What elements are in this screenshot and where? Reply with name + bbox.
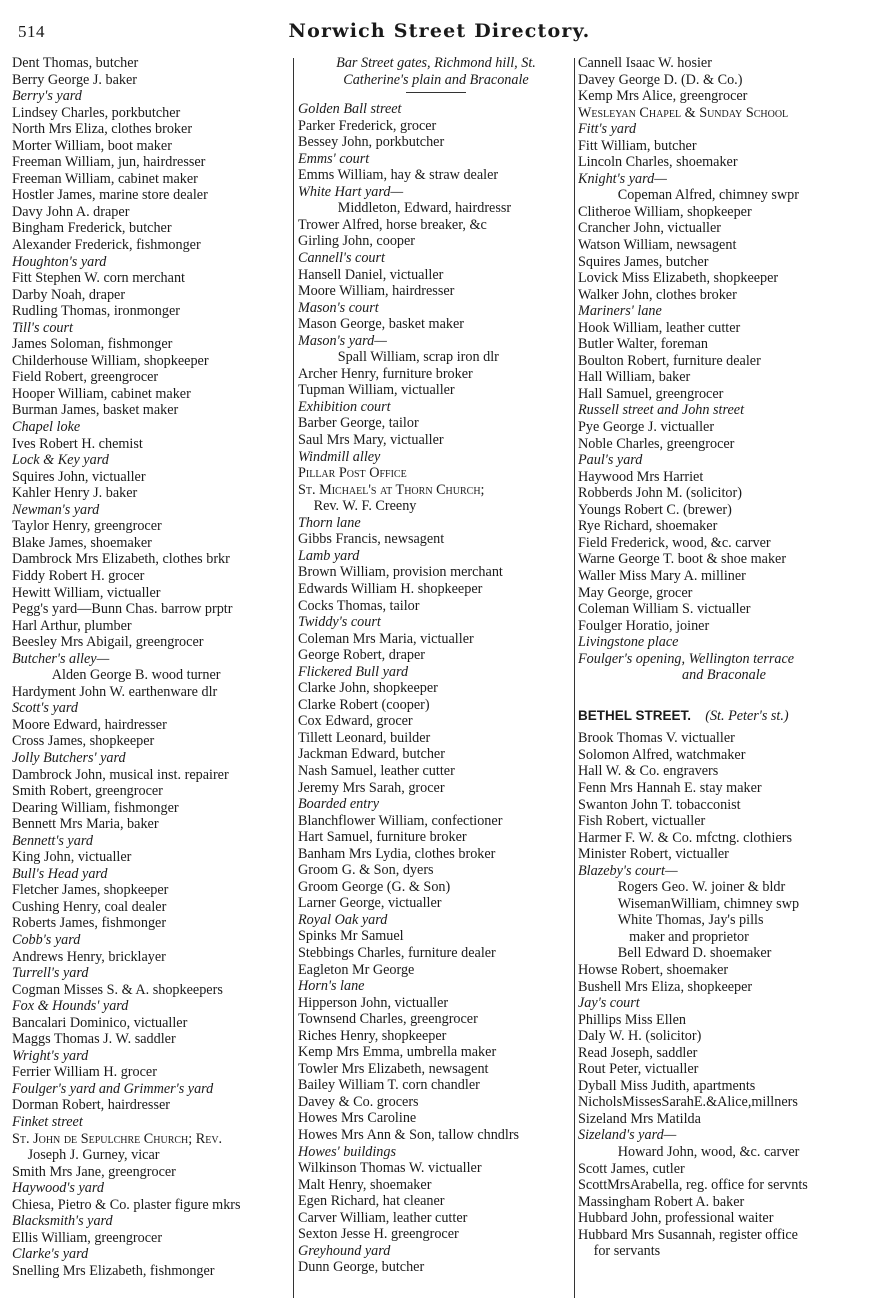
directory-entry: Ferrier William H. grocer <box>12 1064 157 1081</box>
directory-entry: Howes Mrs Ann & Son, tallow chndlrs <box>298 1127 520 1143</box>
directory-entry: Freeman William, cabinet maker <box>12 170 198 187</box>
directory-entry: Joseph J. Gurney, vicar <box>27 1147 160 1164</box>
directory-entry: Cushing Henry, coal dealer <box>12 898 167 915</box>
directory-entry: Egen Richard, hat cleaner <box>298 1193 445 1210</box>
directory-entry: Davey & Co. grocers <box>298 1093 419 1110</box>
directory-entry: Howard John, wood, &c. carver <box>617 1144 800 1160</box>
directory-entry: White Thomas, Jay's pills <box>617 912 764 929</box>
directory-entry: Rudling Thomas, ironmonger <box>12 303 181 320</box>
directory-entry: James Soloman, fishmonger <box>12 336 173 353</box>
directory-entry: Larner George, victualler <box>298 895 442 912</box>
directory-entry: Coleman Mrs Maria, victualler <box>298 630 474 647</box>
directory-entry: Noble Charles, greengrocer <box>578 435 735 452</box>
directory-entry: Field Robert, greengrocer <box>12 369 159 386</box>
directory-entry: Dunn George, butcher <box>298 1259 425 1276</box>
directory-entry: Wilkinson Thomas W. victualler <box>298 1160 482 1177</box>
directory-entry: Fitt Stephen W. corn merchant <box>12 270 185 287</box>
directory-entry: Snelling Mrs Elizabeth, fishmonger <box>12 1262 215 1279</box>
directory-entry: Riches Henry, shopkeeper <box>298 1027 447 1044</box>
directory-entry: Boulton Robert, furniture dealer <box>578 352 761 369</box>
directory-entry: Bingham Frederick, butcher <box>12 220 172 237</box>
directory-entry: Cannell Isaac W. hosier <box>578 55 712 71</box>
directory-entry: Jeremy Mrs Sarah, grocer <box>298 779 445 796</box>
directory-entry: Squires James, butcher <box>578 253 709 270</box>
directory-entry: Squires John, victualler <box>12 468 146 485</box>
directory-entry: Jackman Edward, butcher <box>298 746 445 763</box>
directory-entry: Warne George T. boot & shoe maker <box>578 551 787 568</box>
directory-entry: Middleton, Edward, hairdressr <box>337 200 512 217</box>
street-heading <box>578 708 870 725</box>
directory-entry: Alexander Frederick, fishmonger <box>12 237 201 254</box>
page-header <box>0 0 879 56</box>
directory-entry: Kemp Mrs Alice, greengrocer <box>578 88 748 105</box>
street-subheading: Mariners' lane <box>578 303 662 320</box>
directory-entry: Fletcher James, shopkeeper <box>12 882 169 899</box>
directory-entry: Smith Robert, greengrocer <box>12 783 163 800</box>
directory-entry: Moore Edward, hairdresser <box>12 716 167 733</box>
directory-entry: Walker John, clothes broker <box>578 286 737 303</box>
directory-entry: Townsend Charles, greengrocer <box>298 1011 478 1028</box>
street-subheading: Turrell's yard <box>12 965 89 982</box>
directory-entry: Hansell Daniel, victualler <box>298 266 444 283</box>
street-subheading: Till's court <box>12 319 73 336</box>
street-subheading: Boarded entry <box>298 796 380 813</box>
directory-entry: Spinks Mr Samuel <box>298 928 404 945</box>
column-divider <box>574 58 575 1298</box>
institution-entry: Pillar Post Office <box>298 465 407 482</box>
directory-entry: Brown William, provision merchant <box>298 564 503 581</box>
directory-entry: Moore William, hairdresser <box>298 283 455 300</box>
street-subheading: Twiddy's court <box>298 614 381 631</box>
directory-entry: Burman James, basket maker <box>12 402 179 419</box>
directory-entry: Blake James, shoemaker <box>12 534 152 551</box>
directory-entry: Fitt William, butcher <box>578 137 697 154</box>
directory-entry: Banham Mrs Lydia, clothes broker <box>298 845 496 862</box>
institution-entry: Wesleyan Chapel & Sunday School <box>578 104 789 121</box>
page-number: 514 <box>18 22 45 41</box>
directory-entry: Saul Mrs Mary, victualler <box>298 432 444 449</box>
street-subheading: Knight's yard— <box>578 170 667 187</box>
street-subheading: Fox & Hounds' yard <box>12 998 129 1015</box>
street-subheading: Golden Ball street <box>298 101 402 118</box>
street-subheading: Thorn lane <box>298 514 361 531</box>
directory-entry: ScottMrsArabella, reg. office for servnts <box>578 1177 808 1194</box>
directory-entry: Bennett Mrs Maria, baker <box>12 816 159 833</box>
directory-entry: Blanchflower William, confectioner <box>298 812 503 829</box>
directory-entry: Ives Robert H. chemist <box>12 435 143 452</box>
directory-entry: Howse Robert, shoemaker <box>578 961 729 978</box>
directory-entry: Hook William, leather cutter <box>578 319 741 336</box>
street-subheading: Lamb yard <box>298 547 360 564</box>
directory-entry: for servants <box>593 1243 661 1260</box>
street-subheading: Windmill alley <box>298 448 381 465</box>
directory-entry: Rye Richard, shoemaker <box>578 518 718 535</box>
directory-entry: Cross James, shopkeeper <box>12 733 155 750</box>
street-subheading: Bull's Head yard <box>12 865 108 882</box>
directory-entry: Scott James, cutler <box>578 1160 685 1177</box>
directory-entry: Clitheroe William, shopkeeper <box>578 203 752 220</box>
directory-entry: North Mrs Eliza, clothes broker <box>12 121 193 138</box>
directory-entry: Darby Noah, draper <box>12 286 126 303</box>
directory-entry: Mason George, basket maker <box>298 316 464 333</box>
directory-entry: Pye George J. victualler <box>578 419 715 436</box>
section-rule <box>406 92 466 93</box>
directory-entry: Freeman William, jun, hairdresser <box>12 154 206 171</box>
street-subheading: Scott's yard <box>12 700 78 717</box>
directory-entry: Robberds John M. (solicitor) <box>578 485 742 502</box>
street-subheading: Howes' buildings <box>298 1143 397 1160</box>
directory-entry: Butler Walter, foreman <box>578 336 708 353</box>
street-subheading: Jay's court <box>578 995 640 1012</box>
directory-entry: Fenn Mrs Hannah E. stay maker <box>578 779 762 796</box>
street-subheading: Livingstone place <box>578 634 679 651</box>
street-subheading: and Braconale <box>682 667 766 684</box>
directory-entry: Crancher John, victualler <box>578 220 722 237</box>
section-gap <box>578 684 870 704</box>
directory-entry: Groom George (G. & Son) <box>298 878 451 895</box>
directory-entry: Cox Edward, grocer <box>298 713 413 730</box>
street-subheading: Blazeby's court— <box>578 862 678 879</box>
directory-entry: Nash Samuel, leather cutter <box>298 762 455 779</box>
street-subheading: Butcher's alley— <box>12 650 110 667</box>
directory-entry: Dorman Robert, hairdresser <box>12 1097 170 1114</box>
directory-entry: Howes Mrs Caroline <box>298 1110 417 1127</box>
directory-entry: Chiesa, Pietro & Co. plaster figure mkrs <box>12 1196 241 1213</box>
street-heading-parish: (St. Peter's st.) <box>705 707 789 724</box>
directory-entry: Spall William, scrap iron dlr <box>337 349 499 366</box>
directory-entry: Hubbard John, professional waiter <box>578 1210 774 1227</box>
directory-entry: Hewitt William, victualler <box>12 584 161 601</box>
directory-entry: Roberts James, fishmonger <box>12 915 167 932</box>
street-subheading: Royal Oak yard <box>298 911 388 928</box>
directory-entry: Dambrock John, musical inst. repairer <box>12 766 229 783</box>
page-title: Norwich Street Directory. <box>288 20 591 42</box>
street-heading-name: BETHEL STREET. <box>578 707 692 723</box>
directory-entry: Clarke John, shopkeeper <box>298 680 438 697</box>
directory-entry: Solomon Alfred, watchmaker <box>578 746 746 763</box>
directory-entry: Bushell Mrs Eliza, shopkeeper <box>578 978 753 995</box>
directory-entry: Hall William, baker <box>578 369 691 386</box>
street-subheading: Chapel loke <box>12 419 81 436</box>
street-subheading: Bennett's yard <box>12 832 93 849</box>
directory-entry: Bailey William T. corn chandler <box>298 1077 480 1094</box>
directory-entry: Taylor Henry, greengrocer <box>12 518 162 535</box>
directory-entry: Hart Samuel, furniture broker <box>298 829 467 846</box>
directory-entry: Parker Frederick, grocer <box>298 117 437 134</box>
directory-entry: Archer Henry, furniture broker <box>298 365 473 382</box>
institution-entry: St. John de Sepulchre Church; Rev. <box>12 1130 223 1147</box>
directory-entry: Barber George, tailor <box>298 415 419 432</box>
directory-entry: Minister Robert, victualler <box>578 846 729 863</box>
directory-entry: Youngs Robert C. (brewer) <box>578 501 732 518</box>
directory-entry: Read Joseph, saddler <box>578 1044 698 1061</box>
directory-entry: NicholsMissesSarahE.&Alice,millners <box>578 1094 798 1111</box>
directory-entry: Kemp Mrs Emma, umbrella maker <box>298 1044 497 1061</box>
street-subheading: Foulger's opening, Wellington terrace <box>578 650 795 667</box>
directory-entry: Watson William, newsagent <box>578 237 737 254</box>
street-subheading: Cannell's court <box>298 250 385 267</box>
directory-entry: Girling John, cooper <box>298 233 416 250</box>
directory-entry: Eagleton Mr George <box>298 961 415 978</box>
directory-entry: Pegg's yard—Bunn Chas. barrow prptr <box>12 601 233 618</box>
directory-entry: Waller Miss Mary A. milliner <box>578 567 746 584</box>
directory-entry: Phillips Miss Ellen <box>578 1011 686 1028</box>
directory-entry: Ellis William, greengrocer <box>12 1229 163 1246</box>
directory-entry: Gibbs Francis, newsagent <box>298 531 445 548</box>
directory-entry: Childerhouse William, shopkeeper <box>12 352 209 369</box>
directory-entry: Bessey John, porkbutcher <box>298 134 445 151</box>
street-subheading: Jolly Butchers' yard <box>12 749 126 766</box>
directory-entry: Brook Thomas V. victualler <box>578 730 735 747</box>
directory-entry: Dambrock Mrs Elizabeth, clothes brkr <box>12 551 230 568</box>
directory-entry: maker and proprietor <box>629 928 749 945</box>
street-subheading: Russell street and John street <box>578 402 745 419</box>
directory-column-2 <box>298 55 574 1303</box>
directory-entry: Sexton Jesse H. greengrocer <box>298 1226 459 1243</box>
directory-entry: Trower Alfred, horse breaker, &c <box>298 216 487 233</box>
directory-entry: Swanton John T. tobacconist <box>578 796 741 813</box>
directory-entry: Morter William, boot maker <box>12 137 172 154</box>
directory-entry: Tupman William, victualler <box>298 382 455 399</box>
directory-entry: WisemanWilliam, chimney swp <box>617 895 800 912</box>
institution-entry: St. Michael's at Thorn Church; <box>298 481 485 498</box>
directory-entry: Sizeland Mrs Matilda <box>578 1110 701 1127</box>
street-subheading: Flickered Bull yard <box>298 663 409 680</box>
directory-entry: Carver William, leather cutter <box>298 1209 468 1226</box>
street-subheading: Emms' court <box>298 150 370 167</box>
street-subheading: Blacksmith's yard <box>12 1213 113 1230</box>
street-subheading: Mason's yard— <box>298 332 387 349</box>
directory-entry: King John, victualler <box>12 849 132 866</box>
directory-entry: Hardyment John W. earthenware dlr <box>12 683 218 700</box>
street-subheading: Newman's yard <box>12 501 100 518</box>
directory-entry: Harmer F. W. & Co. mfctng. clothiers <box>578 829 793 846</box>
directory-entry: Daly W. H. (solicitor) <box>578 1028 702 1045</box>
directory-entry: Cogman Misses S. & A. shopkeepers <box>12 981 223 998</box>
directory-entry: Lovick Miss Elizabeth, shopkeeper <box>578 270 779 287</box>
directory-entry: Hipperson John, victualler <box>298 994 449 1011</box>
street-subheading: Berry's yard <box>12 88 82 105</box>
directory-entry: Bancalari Dominico, victualler <box>12 1014 188 1031</box>
directory-entry: Alden George B. wood turner <box>51 667 221 684</box>
street-subheading: Bar Street gates, Richmond hill, St. <box>336 55 536 71</box>
directory-entry: Clarke Robert (cooper) <box>298 696 430 713</box>
street-subheading: Clarke's yard <box>12 1246 89 1263</box>
street-subheading: Fitt's yard <box>578 121 637 138</box>
street-subheading: Foulger's yard and Grimmer's yard <box>12 1080 214 1097</box>
street-subheading: Wright's yard <box>12 1047 89 1064</box>
street-subheading: Lock & Key yard <box>12 452 109 469</box>
directory-entry: Hooper William, cabinet maker <box>12 385 191 402</box>
directory-entry: Stebbings Charles, furniture dealer <box>298 944 496 961</box>
directory-entry: Fish Robert, victualler <box>578 813 706 830</box>
directory-entry: Kahler Henry J. baker <box>12 485 138 502</box>
directory-entry: Dearing William, fishmonger <box>12 799 179 816</box>
directory-entry: Dent Thomas, butcher <box>12 55 139 71</box>
directory-entry: Emms William, hay & straw dealer <box>298 167 499 184</box>
street-subheading: White Hart yard— <box>298 183 404 200</box>
directory-entry: Berry George J. baker <box>12 71 138 88</box>
street-subheading: Catherine's plain and Braconale <box>343 71 529 88</box>
directory-entry: Maggs Thomas J. W. saddler <box>12 1031 176 1048</box>
directory-entry: Edwards William H. shopkeeper <box>298 580 483 597</box>
street-subheading: Houghton's yard <box>12 253 107 270</box>
directory-entry: Beesley Mrs Abigail, greengrocer <box>12 634 204 651</box>
directory-column-1 <box>12 55 295 1303</box>
directory-entry: Copeman Alfred, chimney swpr <box>617 187 799 204</box>
directory-entry: Groom G. & Son, dyers <box>298 862 434 879</box>
street-subheading: Finket street <box>12 1114 83 1130</box>
directory-entry: Haywood Mrs Harriet <box>578 468 704 485</box>
street-subheading: Paul's yard <box>578 452 643 469</box>
street-subheading: Greyhound yard <box>298 1242 391 1259</box>
street-subheading: Cobb's yard <box>12 931 81 948</box>
directory-entry: Field Frederick, wood, &c. carver <box>578 534 771 551</box>
directory-entry: Hall W. & Co. engravers <box>578 763 719 780</box>
directory-entry: May George, grocer <box>578 584 693 601</box>
directory-entry: Bell Edward D. shoemaker <box>617 945 772 962</box>
directory-entry: Coleman William S. victualler <box>578 601 751 618</box>
directory-entry: Cocks Thomas, tailor <box>298 597 420 614</box>
directory-entry: Dyball Miss Judith, apartments <box>578 1077 756 1094</box>
directory-entry: Andrews Henry, bricklayer <box>12 948 166 965</box>
directory-entry: Rev. W. F. Creeny <box>313 498 417 515</box>
directory-entry: Davey George D. (D. & Co.) <box>578 71 743 88</box>
directory-entry: Lincoln Charles, shoemaker <box>578 154 738 171</box>
directory-entry: Hubbard Mrs Susannah, register office <box>578 1226 798 1243</box>
directory-entry: Rout Peter, victualler <box>578 1061 699 1078</box>
directory-entry: Malt Henry, shoemaker <box>298 1176 432 1193</box>
directory-entry: Hostler James, marine store dealer <box>12 187 208 204</box>
directory-entry: Foulger Horatio, joiner <box>578 617 710 634</box>
directory-entry: Rogers Geo. W. joiner & bldr <box>617 879 786 896</box>
directory-entry: George Robert, draper <box>298 647 425 664</box>
directory-entry: Tillett Leonard, builder <box>298 729 431 746</box>
street-subheading: Mason's court <box>298 299 379 316</box>
directory-entry: Smith Mrs Jane, greengrocer <box>12 1163 176 1180</box>
street-subheading: Exhibition court <box>298 398 391 415</box>
directory-entry: Davy John A. draper <box>12 203 130 220</box>
directory-entry: Harl Arthur, plumber <box>12 617 132 634</box>
street-subheading: Sizeland's yard— <box>578 1127 677 1144</box>
street-subheading: Haywood's yard <box>12 1180 104 1197</box>
directory-entry: Towler Mrs Elizabeth, newsagent <box>298 1060 489 1077</box>
street-subheading: Horn's lane <box>298 978 365 995</box>
directory-entry: Massingham Robert A. baker <box>578 1193 745 1210</box>
directory-entry: Fiddy Robert H. grocer <box>12 567 145 584</box>
directory-entry: Lindsey Charles, porkbutcher <box>12 104 181 121</box>
directory-entry: Hall Samuel, greengrocer <box>578 385 724 402</box>
directory-column-3 <box>578 55 870 1303</box>
